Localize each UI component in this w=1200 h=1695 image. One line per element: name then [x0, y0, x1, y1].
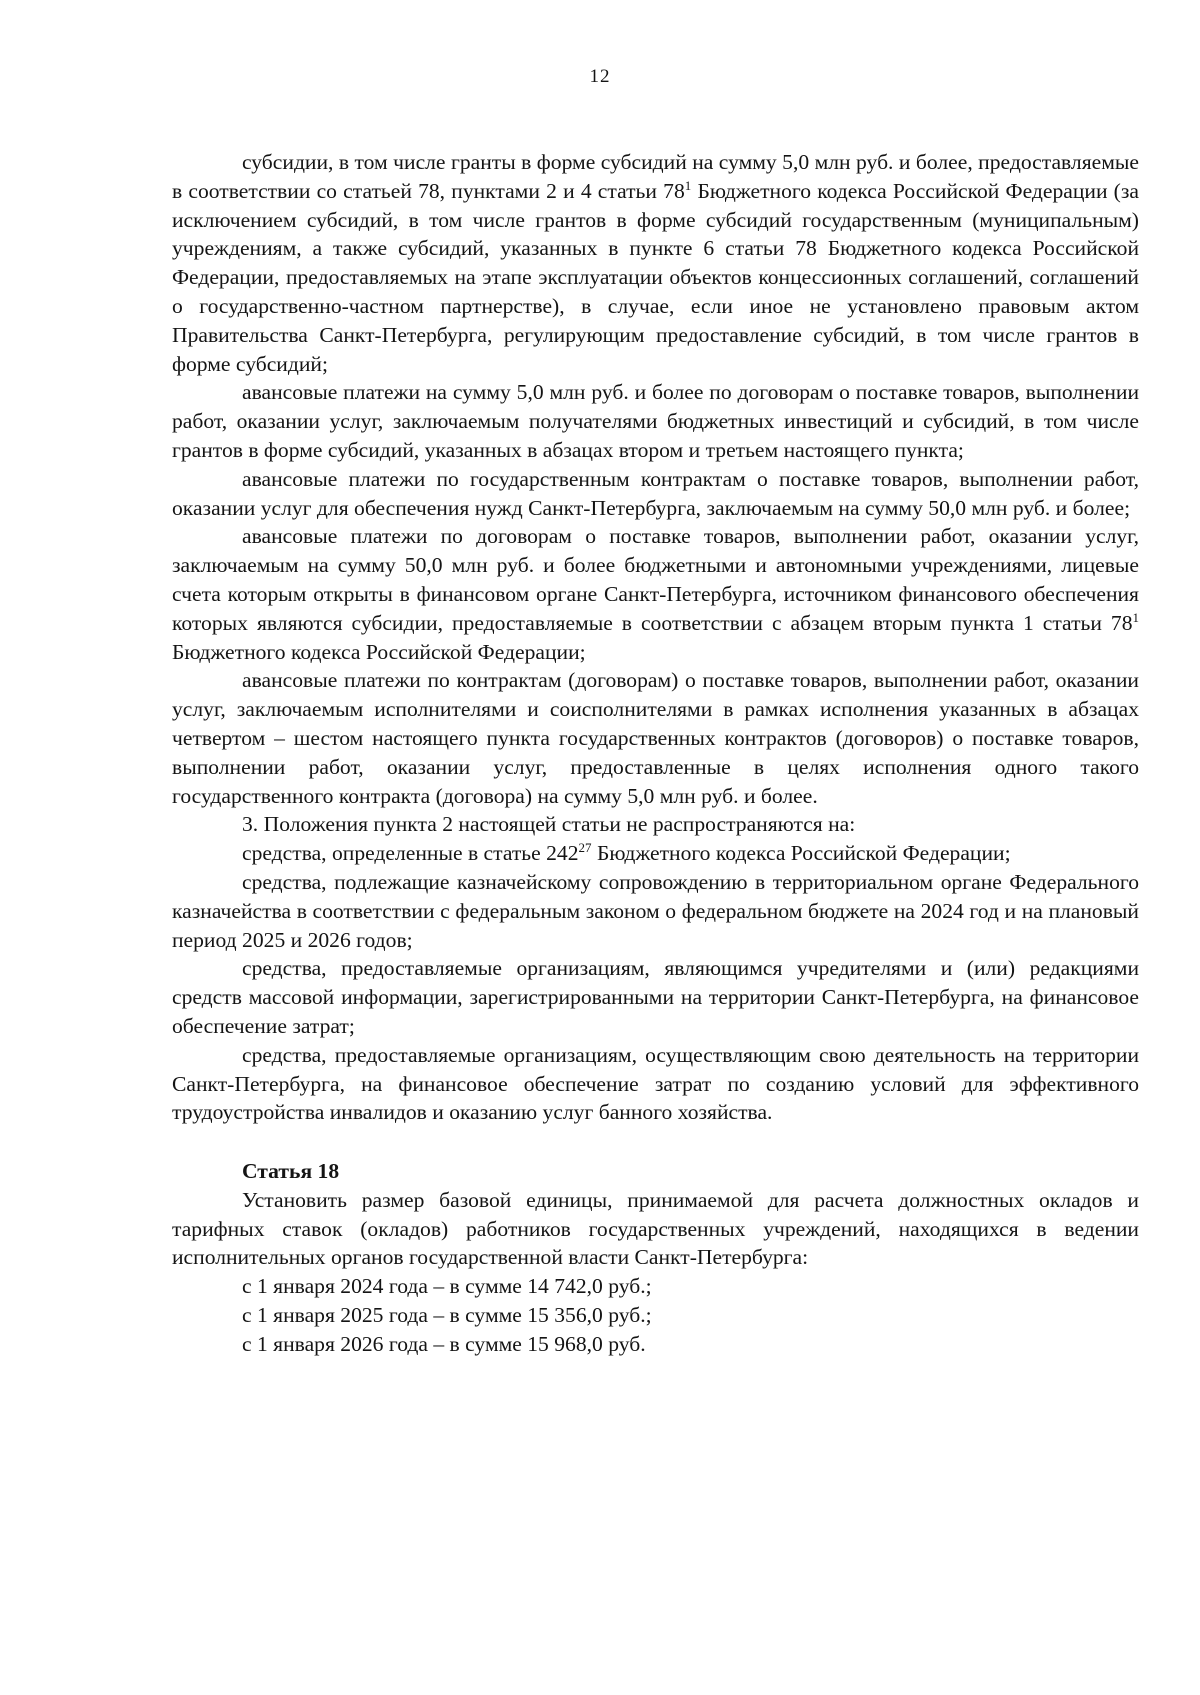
page-number: 12 — [589, 66, 611, 87]
article-18-intro: Установить размер базовой единицы, принимаемой для расчета должностных окладов и тарифных ставок (окладов) работников государственных учреждений, находящихся в ведении исполнительных органов государственной власти Санкт-Петербурга: — [172, 1187, 1139, 1270]
paragraph-funds-disabled-employment: средства, предоставляемые организациям, осуществляющим свою деятельность на территории Санкт-Петербурга, на финансовое обеспечение затрат по созданию условий для эффективного трудоустройства инвалидов и оказанию услуг банного хозяйства. — [172, 1042, 1139, 1125]
paragraph-funds-art-242 — [172, 839, 1139, 868]
superscript-242-27: 27 — [578, 840, 592, 856]
paragraph-point-3: 3. Положения пункта 2 настоящей статьи не распространяются на: — [242, 812, 856, 837]
paragraph-institutions-text-b: Бюджетного кодекса Российской Федерации; — [172, 639, 586, 664]
superscript-78-1-second: 1 — [1132, 609, 1139, 625]
paragraph-subsidies — [172, 148, 1139, 378]
paragraph-institutions-text-a: авансовые платежи по договорам о поставке товаров, выполнении работ, оказании услуг, заключаемым на сумму 50,0 млн руб. и более бюджетными и автономными учреждениями, лицевые счета которым открыты в финансовом органе Санкт-Петербурга, источником финансового обеспечения которых являются субсидии, предоставляемые в соответствии с абзацем вторым пункта 1 статьи 78 — [172, 524, 1139, 635]
superscript-78-1: 1 — [684, 177, 692, 193]
base-unit-2024: с 1 января 2024 года – в сумме 14 742,0 руб.; — [242, 1274, 652, 1299]
article-18-heading: Статья 18 — [242, 1159, 340, 1184]
base-unit-2026: с 1 января 2026 года – в сумме 15 968,0 руб. — [242, 1331, 646, 1356]
paragraph-advance-payments-institutions — [172, 522, 1139, 666]
paragraph-funds-media: средства, предоставляемые организациям, являющимся учредителями и (или) редакциями средств массовой информации, зарегистрированными на территории Санкт-Петербурга, на финансовое обеспечение затрат; — [172, 956, 1139, 1038]
document-body — [172, 148, 1139, 1359]
base-unit-2025: с 1 января 2025 года – в сумме 15 356,0 руб.; — [242, 1303, 652, 1328]
paragraph-subsidies-text-b: Бюджетного кодекса Российской Федерации (за исключением субсидий, в том числе грантов в форме субсидий государственным (муниципальным) учреждениям, а также субсидий, указанных в пункте 6 статьи 78 Бюджетного кодекса Российской Федерации, предоставляемых на этапе эксплуатации объектов концессионных соглашений, соглашений о государственно-частном партнерстве), в случае, если иное не установлено правовым актом Правительства Санкт-Петербурга, регулирующим предоставление субсидий, в том числе грантов в форме субсидий; — [172, 178, 1139, 376]
paragraph-242-text-a: средства, определенные в статье 242 — [242, 841, 579, 866]
paragraph-242-text-b: Бюджетного кодекса Российской Федерации; — [596, 841, 1011, 866]
paragraph-advance-payments-recipients: авансовые платежи на сумму 5,0 млн руб. и более по договорам о поставке товаров, выполнении работ, оказании услуг, заключаемым получателями бюджетных инвестиций и субсидий, в том числе грантов в форме субсидий, указанных в абзацах втором и третьем настоящего пункта; — [172, 380, 1139, 462]
paragraph-advance-payments-contractors: авансовые платежи по контрактам (договорам) о поставке товаров, выполнении работ, оказании услуг, заключаемым исполнителями и соисполнителями в рамках исполнения указанных в абзацах четвертом – шестом настоящего пункта государственных контрактов (договоров) о поставке товаров, выполнении работ, оказании услуг, предоставленные в целях исполнения одного такого государственного контракта (договора) на сумму 5,0 млн руб. и более. — [172, 668, 1139, 808]
paragraph-subsidies-text-a: субсидии, в том числе гранты в форме субсидий на сумму 5,0 млн руб. и более, предоставляемые в соответствии со статьей 78, пунктами 2 и 4 статьи 78 — [172, 150, 1139, 203]
paragraph-funds-treasury: средства, подлежащие казначейскому сопровождению в территориальном органе Федерального казначейства в соответствии с федеральным законом о федеральном бюджете на 2024 год и на плановый период 2025 и 2026 годов; — [172, 869, 1139, 952]
paragraph-advance-payments-state-contracts: авансовые платежи по государственным контрактам о поставке товаров, выполнении работ, оказании услуг для обеспечения нужд Санкт-Петербурга, заключаемым на сумму 50,0 млн руб. и более; — [172, 466, 1139, 520]
